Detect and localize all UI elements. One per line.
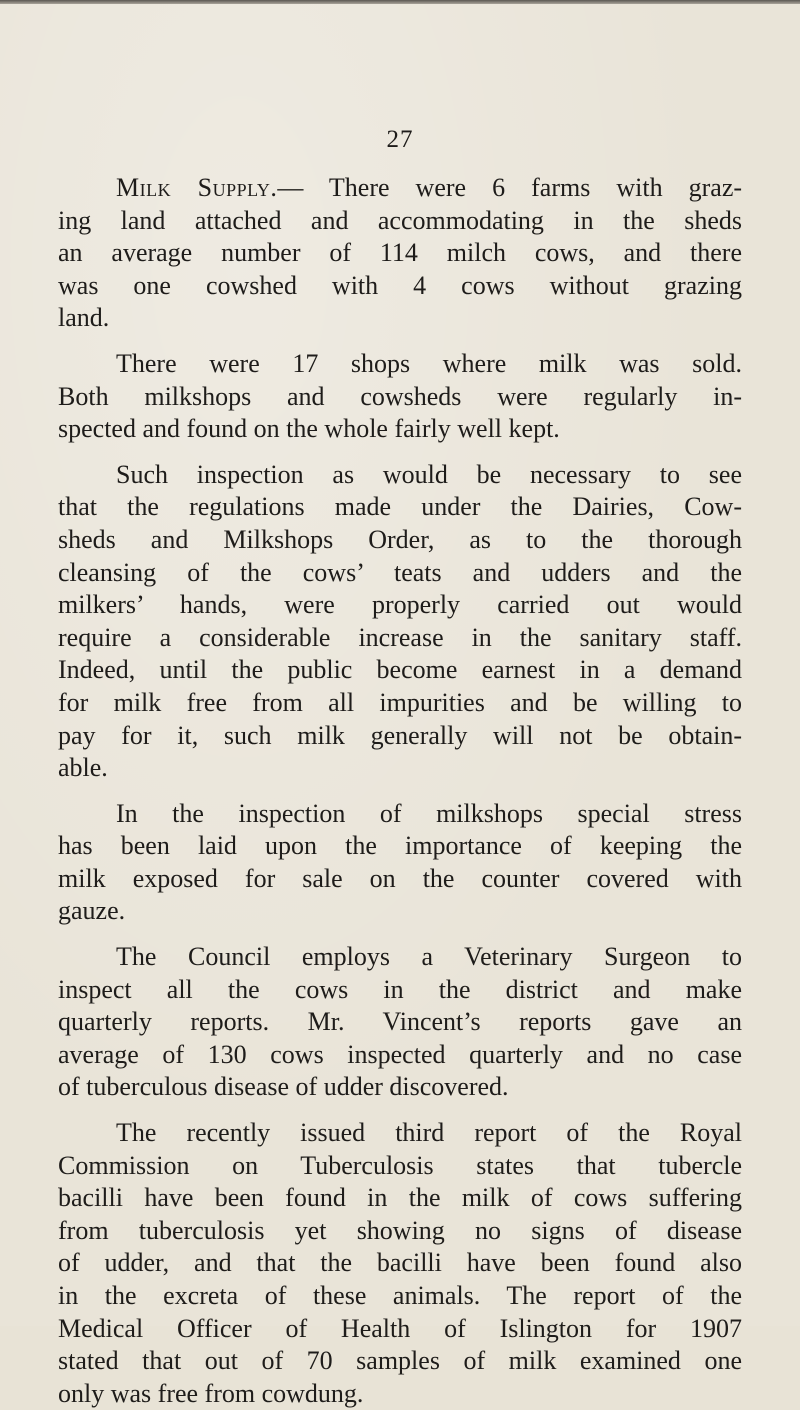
text-line: require a considerable increase in the sanitary staff. [58,622,742,652]
text-line: has been laid upon the importance of keeping the [58,831,742,861]
text-line: Milk Supply.— There were 6 farms with graz- [116,173,743,202]
top-edge-shadow [0,0,800,4]
text-line: sheds and Milkshops Order, as to the thorough [58,524,742,554]
text-line: ing land attached and accommodating in the sheds [58,205,742,235]
text-line: quarterly reports. Mr. Vincent’s reports gave an [58,1007,742,1037]
text-line: There were 17 shops where milk was sold. [116,348,742,378]
text-line: pay for it, such milk generally will not be obtain- [58,720,742,750]
text-line: for milk free from all impurities and be willing to [58,687,742,717]
text-line: in the excreta of these animals. The report of the [58,1281,742,1310]
text-line: Commission on Tuberculosis states that tubercle [58,1150,742,1180]
paragraph-royal-commission [58,1117,742,1410]
text-line: average of 130 cows inspected quarterly and no case [58,1039,742,1069]
text-line: Such inspection as would be necessary to see [116,459,742,489]
paragraph-milkshops [58,348,742,446]
text-line: an average number of 114 milch cows, and there [58,238,742,268]
paragraph-gauze [58,798,742,928]
text-line: that the regulations made under the Dairies, Cow- [58,492,742,522]
text-line: land. [58,303,110,333]
text-line: In the inspection of milkshops special stress [116,798,742,828]
text-line: The recently issued third report of the Royal [116,1118,742,1148]
text-line: Both milkshops and cowsheds were regularly in- [58,381,742,411]
body-text [58,172,742,1410]
text-line: Medical Officer of Health of Islington for 1907 [58,1313,742,1343]
text-line: spected and found on the whole fairly well kept. [58,414,560,444]
page-number: 27 [386,126,414,153]
text-line: of tuberculous disease of udder discovered. [58,1072,509,1102]
text-line: milk exposed for sale on the counter covered with [58,863,742,893]
text-line: only was free from cowdung. [58,1378,364,1408]
text-line: bacilli have been found in the milk of cows suffering [58,1183,742,1213]
paragraph-veterinary-surgeon [58,941,742,1104]
text-line: from tuberculosis yet showing no signs of disease [58,1215,742,1245]
text-line: inspect all the cows in the district and make [58,974,742,1004]
text-line: cleansing of the cows’ teats and udders and the [58,557,742,587]
text-line: gauze. [58,896,126,926]
text-line: able. [58,753,108,783]
paragraph-inspection-regulations [58,459,742,785]
section-heading: Milk Supply. [116,173,278,202]
text-line: Indeed, until the public become earnest in a demand [58,655,742,685]
paragraph-milk-supply [58,172,742,335]
text-line: was one cowshed with 4 cows without grazing [58,270,742,300]
heading-dash: — [277,173,304,202]
text-line: The Council employs a Veterinary Surgeon to [116,942,742,972]
text-line: stated that out of 70 samples of milk examined one [58,1346,742,1376]
text-line: milkers’ hands, were properly carried out would [58,590,742,620]
text-line: of udder, and that the bacilli have been found also [58,1248,742,1278]
